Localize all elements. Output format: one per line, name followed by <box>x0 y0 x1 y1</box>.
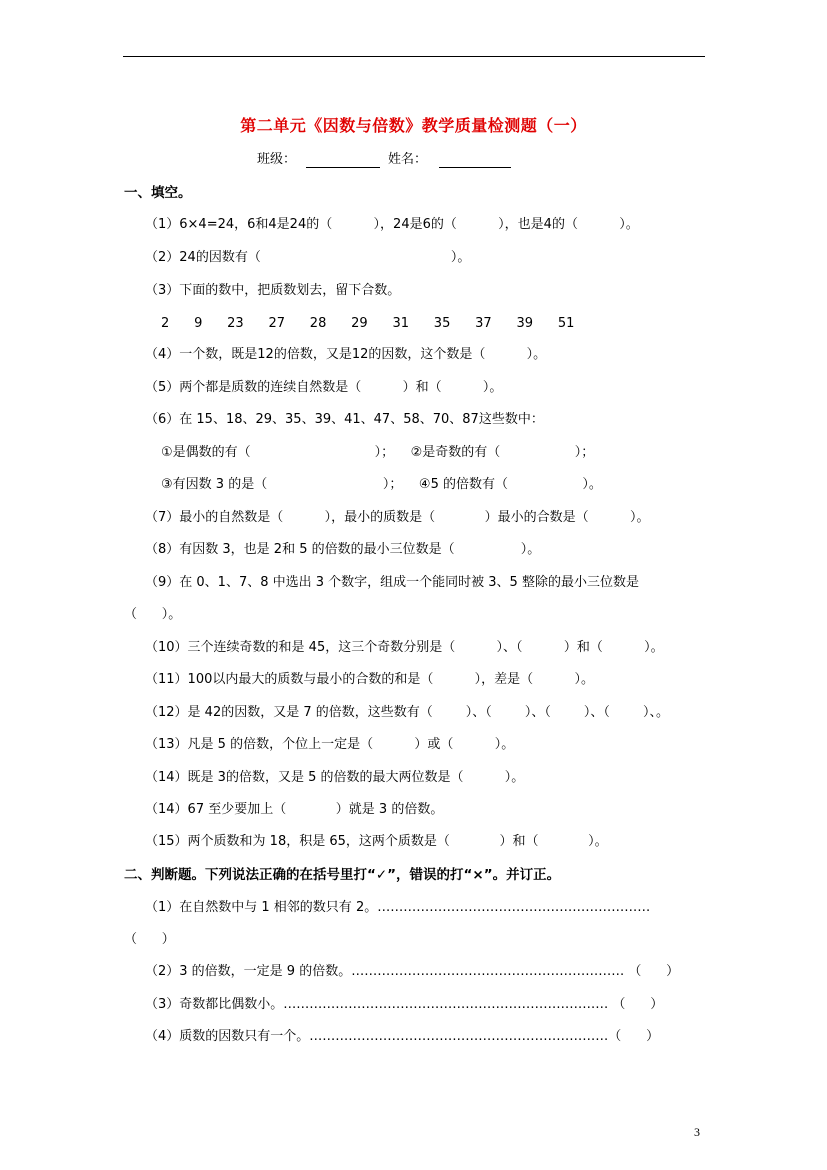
question-1: （1）6×4=24，6和4是24的（ ），24是6的（ ），也是4的（ ）。 <box>145 217 639 232</box>
number-list: 2 9 23 27 28 29 31 35 37 39 51 <box>161 316 575 331</box>
judgment-1: （1）在自然数中与 1 相邻的数只有 2。……………………………………………………… <box>145 900 651 915</box>
question-14-second: （14）67 至少要加上（ ）就是 3 的倍数。 <box>145 802 444 817</box>
question-11: （11）100以内最大的质数与最小的合数的和是（ ），差是（ ）。 <box>145 672 595 687</box>
question-8: （8）有因数 3，也是 2和 5 的倍数的最小三位数是（ ）。 <box>145 542 541 557</box>
question-3: （3）下面的数中，把质数划去，留下合数。 <box>145 283 401 298</box>
judgment-4: （4）质数的因数只有一个。……………………………………………………………（ ） <box>145 1029 660 1044</box>
question-5: （5）两个都是质数的连续自然数是（ ）和（ ）。 <box>145 380 503 395</box>
question-12: （12）是 42的因数，又是 7 的倍数，这些数有（ ）、（ ）、（ ）、（ ）、。 <box>145 705 669 720</box>
name-blank[interactable] <box>439 153 511 168</box>
judgment-1-answer: （ ） <box>124 932 175 947</box>
question-6: （6）在 15、18、29、35、39、41、47、58、70、87这些数中： <box>145 412 544 427</box>
question-4: （4）一个数，既是12的倍数，又是12的因数，这个数是（ ）。 <box>145 347 547 362</box>
question-9: （9）在 0、1、7、8 中选出 3 个数字，组成一个能同时被 3、5 整除的最小三位数是 <box>145 575 639 590</box>
page-number: 3 <box>694 1125 700 1139</box>
section1-heading: 一、填空。 <box>124 185 192 201</box>
student-info-row <box>257 152 511 168</box>
question-7: （7）最小的自然数是（ ），最小的质数是（ ）最小的合数是（ ）。 <box>145 510 650 525</box>
question-15: （15）两个质数和为 18，积是 65，这两个质数是（ ）和（ ）。 <box>145 834 608 849</box>
judgment-3: （3）奇数都比偶数小。………………………………………………………………… （ ） <box>145 997 664 1012</box>
header-rule <box>123 56 705 57</box>
judgment-2: （2）3 的倍数，一定是 9 的倍数。……………………………………………………… （ ） <box>145 964 680 979</box>
document-title: 第二单元《因数与倍数》教学质量检测题（一） <box>240 116 587 135</box>
question-6-b: ③有因数 3 的是（ ）； ④5 的倍数有（ ）。 <box>161 477 602 492</box>
name-label: 姓名： <box>388 152 428 167</box>
question-9-answer: （ ）。 <box>124 607 182 622</box>
class-label: 班级： <box>257 152 297 167</box>
section2-heading: 二、判断题。下列说法正确的在括号里打“✓”，错误的打“×”。并订正。 <box>124 867 561 883</box>
question-13: （13）凡是 5 的倍数，个位上一定是（ ）或（ ）。 <box>145 737 515 752</box>
question-10: （10）三个连续奇数的和是 45，这三个奇数分别是（ ）、（ ）和（ ）。 <box>145 640 664 655</box>
question-6-a: ①是偶数的有（ ）； ②是奇数的有（ ）； <box>161 445 595 460</box>
question-2: （2）24的因数有（ ）。 <box>145 250 471 265</box>
question-14: （14）既是 3的倍数，又是 5 的倍数的最大两位数是（ ）。 <box>145 770 525 785</box>
class-blank[interactable] <box>306 153 380 168</box>
